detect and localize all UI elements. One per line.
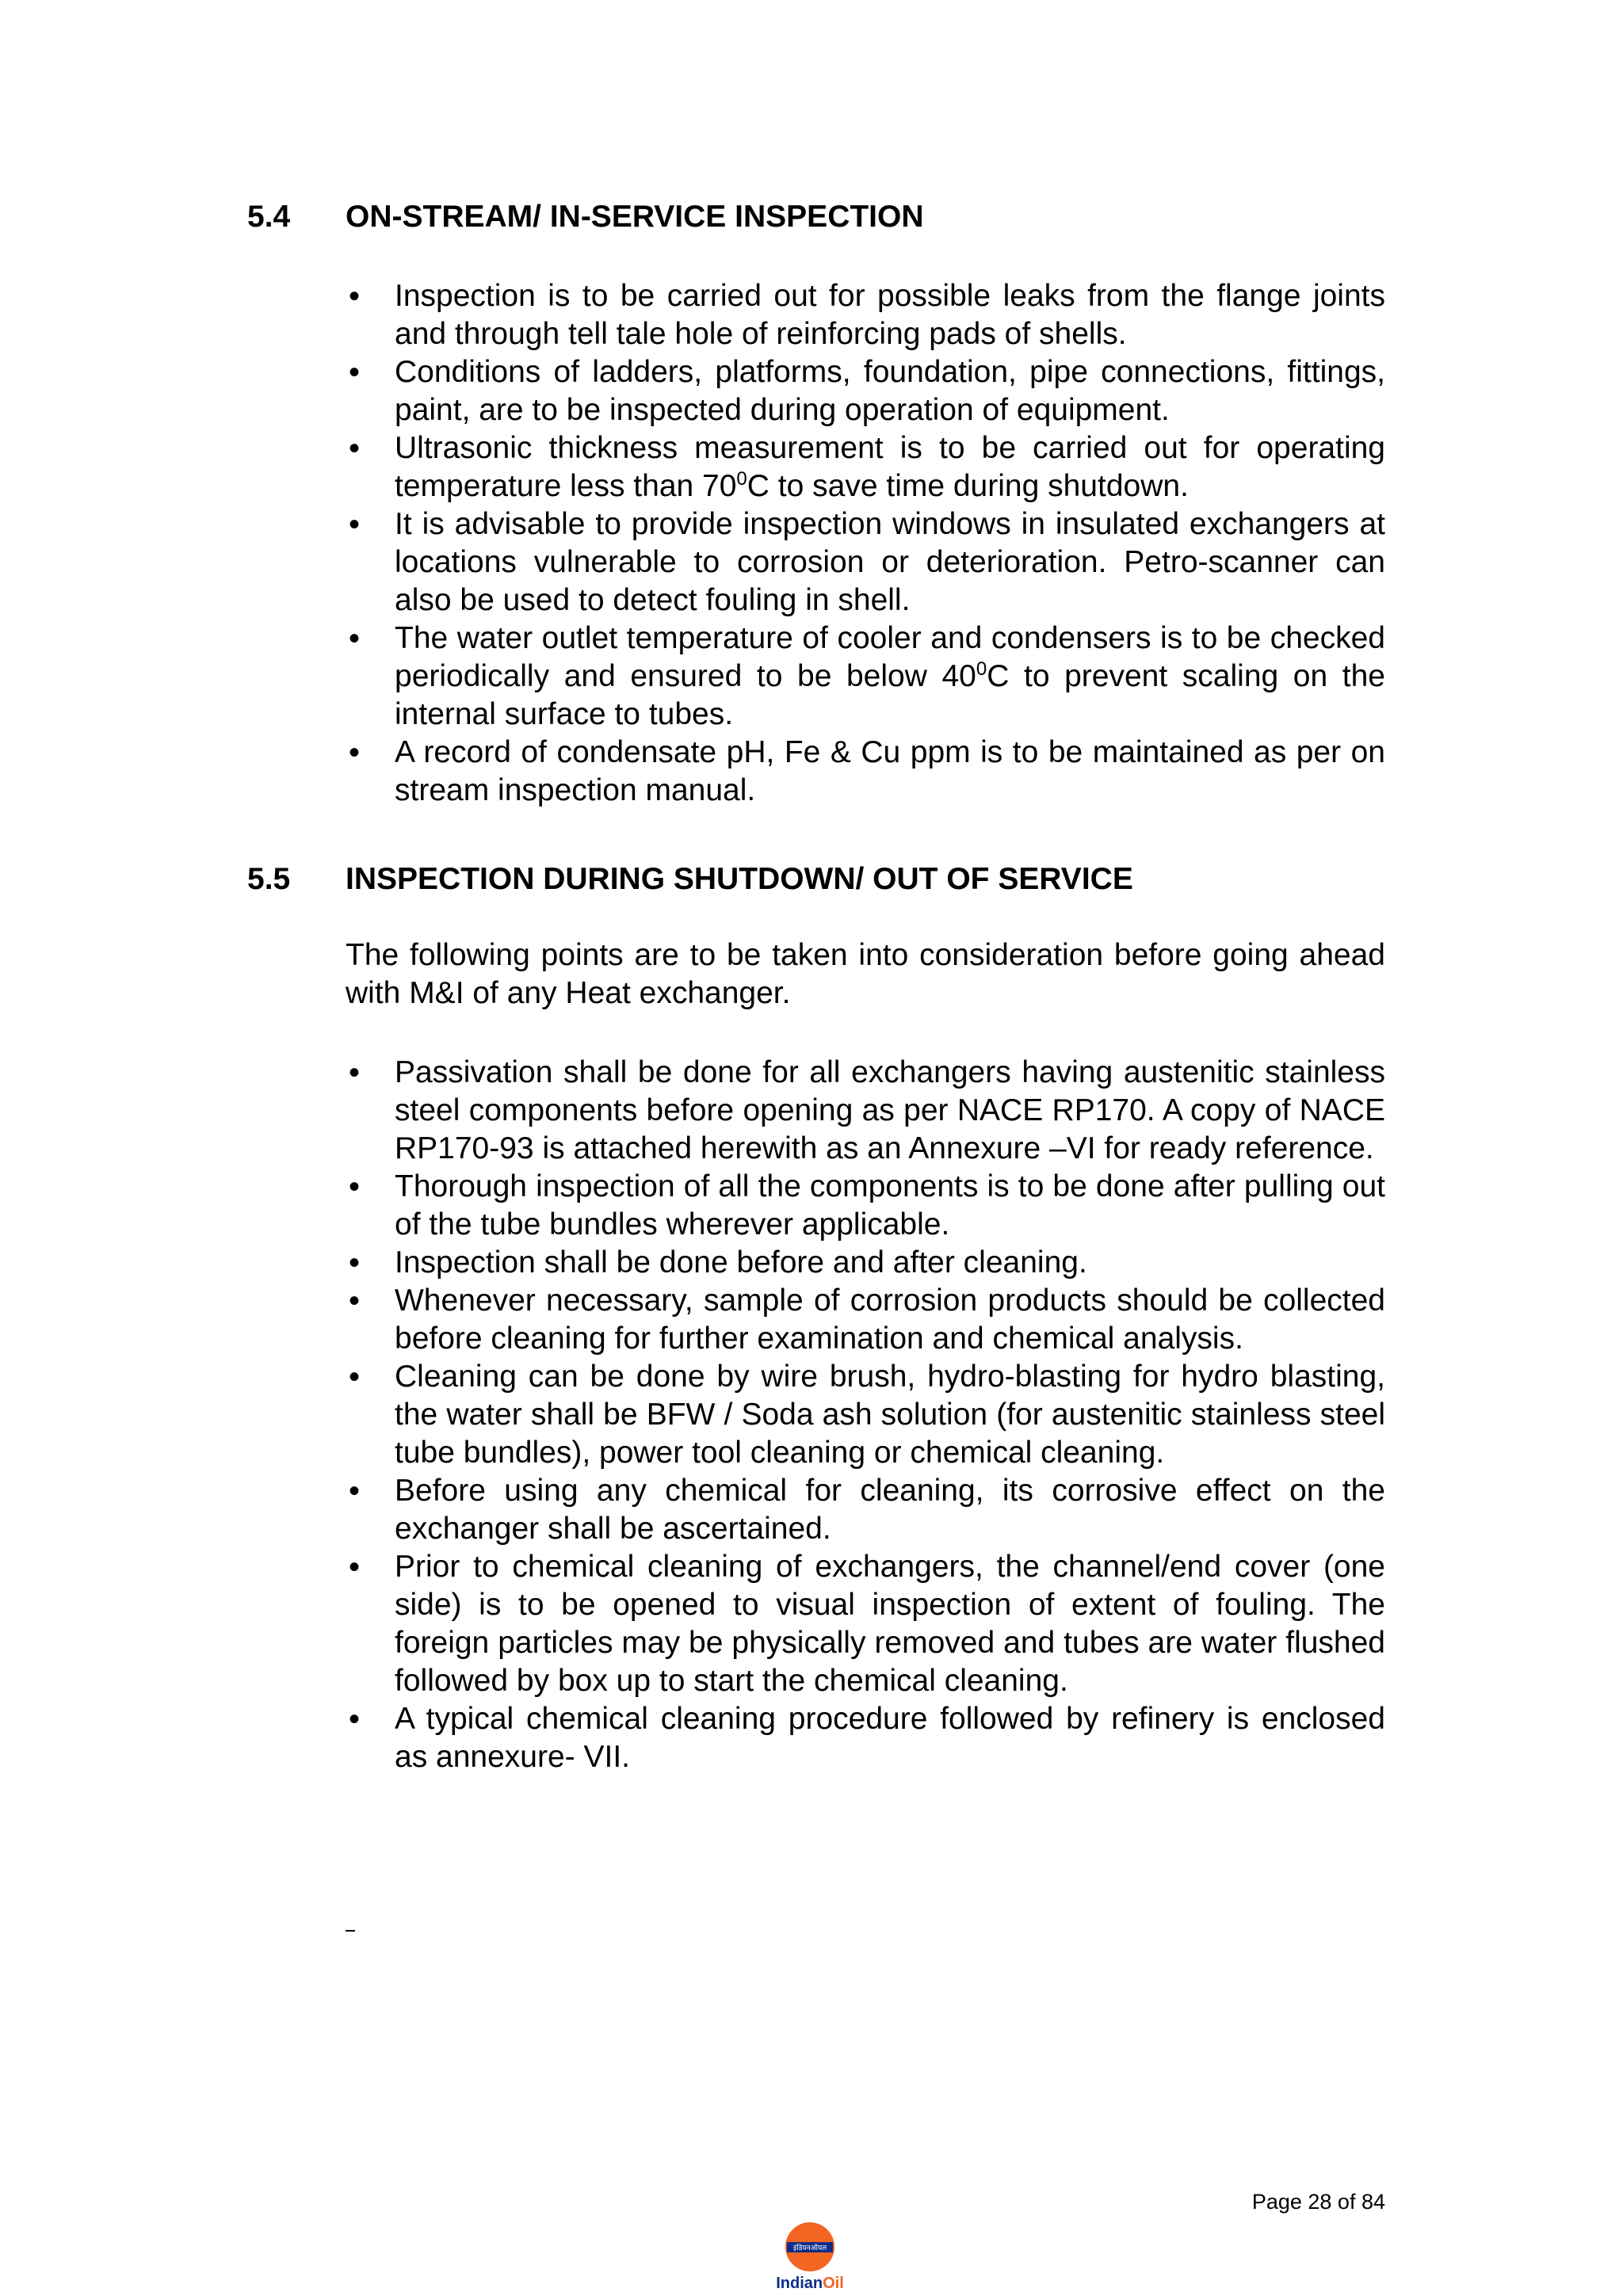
superscript: 0 [736, 468, 747, 490]
bullet-icon: • [349, 1550, 361, 1585]
list-item [346, 353, 1385, 429]
list-item [346, 1548, 1385, 1700]
indianoil-logo [764, 2217, 856, 2293]
list-item [346, 620, 1385, 734]
list-item [346, 1244, 1385, 1282]
list-item [346, 1282, 1385, 1358]
section-number: 5.5 [247, 862, 291, 896]
bullet-icon: • [349, 279, 361, 314]
intro-paragraph: The following points are to be taken into consideration before going ahead with M&I of any Heat exchanger. [346, 938, 1385, 1010]
list-item-text: A record of condensate pH, Fe & Cu ppm is to be maintained as per on stream inspection manual. [395, 735, 1385, 807]
list-item-text: It is advisable to provide inspection windows in insulated exchangers at locations vulnerable to corrosion or deterioration. Petro-scanner can also be used to detect fouling in shell. [395, 507, 1385, 617]
list-item-text [395, 429, 1385, 505]
list-item-text: Inspection is to be carried out for possible leaks from the flange joints and through tell tale hole of reinforcing pads of shells. [395, 279, 1385, 351]
list-item-text: Whenever necessary, sample of corrosion products should be collected before cleaning for further examination and chemical analysis. [395, 1283, 1385, 1356]
section-heading-5-5 [247, 860, 1133, 898]
bullet-icon: • [349, 355, 361, 390]
list-item [346, 505, 1385, 620]
list-item [346, 1358, 1385, 1472]
section-title: ON-STREAM/ IN-SERVICE INSPECTION [346, 200, 924, 234]
logo-hindi-text: इंडियनऑयल [792, 2245, 827, 2252]
bullet-icon: • [349, 1283, 361, 1318]
bullet-icon: • [349, 735, 361, 770]
list-item-text-part: Ultrasonic thickness measurement is to be carried out for operating temperature less than 70 [395, 431, 1385, 503]
superscript: 0 [976, 658, 987, 680]
section-heading-5-4 [247, 198, 924, 236]
section-number: 5.4 [247, 200, 291, 234]
list-item-text-part: The water outlet temperature of cooler and condensers is to be checked periodically and ensured to be below 40 [395, 621, 1385, 693]
list-item-text: Before using any chemical for cleaning, its corrosive effect on the exchanger shall be ascertained. [395, 1474, 1385, 1546]
bullet-icon: • [349, 1474, 361, 1508]
footnote-separator [346, 1930, 355, 1932]
list-item-text-part: C to prevent scaling on the internal surface to tubes. [395, 659, 1385, 731]
bullet-icon: • [349, 1702, 361, 1737]
logo-wordmark-part1: Indian [776, 2275, 823, 2292]
list-item-text: Conditions of ladders, platforms, foundation, pipe connections, fittings, paint, are to be inspected during operation of equipment. [395, 355, 1385, 427]
page-number: Page 28 of 84 [1251, 2190, 1385, 2214]
list-item [346, 1168, 1385, 1244]
bullet-icon: • [349, 621, 361, 656]
list-item [346, 429, 1385, 505]
section-title: INSPECTION DURING SHUTDOWN/ OUT OF SERVICE [346, 862, 1133, 896]
list-item-text: Cleaning can be done by wire brush, hydro-blasting for hydro blasting, the water shall be BFW / Soda ash solution (for austenitic stainless steel tube bundles), power tool cleaning or chemical cleaning. [395, 1360, 1385, 1470]
bullet-icon: • [349, 1360, 361, 1394]
list-item-text-part: C to save time during shutdown. [747, 469, 1189, 503]
list-item-text: Inspection shall be done before and after cleaning. [395, 1245, 1087, 1280]
logo-wordmark-part2: Oil [823, 2275, 844, 2292]
list-item-text: A typical chemical cleaning procedure followed by refinery is enclosed as annexure- VII. [395, 1702, 1385, 1774]
list-item [346, 1472, 1385, 1548]
indianoil-logo-icon [764, 2217, 856, 2274]
bullet-list-5-5 [346, 1054, 1385, 1776]
bullet-list-5-4 [346, 277, 1385, 810]
list-item-text: Prior to chemical cleaning of exchangers, the channel/end cover (one side) is to be opened to visual inspection of extent of fouling. The foreign particles may be physically removed and tubes are water flushed followed by box up to start the chemical cleaning. [395, 1550, 1385, 1698]
list-item-text: Thorough inspection of all the components is to be done after pulling out of the tube bundles wherever applicable. [395, 1169, 1385, 1241]
bullet-icon: • [349, 1169, 361, 1204]
bullet-icon: • [349, 507, 361, 542]
bullet-icon: • [349, 1245, 361, 1280]
bullet-icon: • [349, 1055, 361, 1090]
list-item [346, 734, 1385, 810]
list-item [346, 277, 1385, 353]
list-item [346, 1700, 1385, 1776]
bullet-icon: • [349, 431, 361, 466]
list-item [346, 1054, 1385, 1168]
logo-wordmark [764, 2274, 856, 2293]
list-item-text: Passivation shall be done for all exchangers having austenitic stainless steel components before opening as per NACE RP170. A copy of NACE RP170-93 is attached herewith as an Annexure –VI for ready reference. [395, 1055, 1385, 1165]
list-item-text [395, 620, 1385, 734]
